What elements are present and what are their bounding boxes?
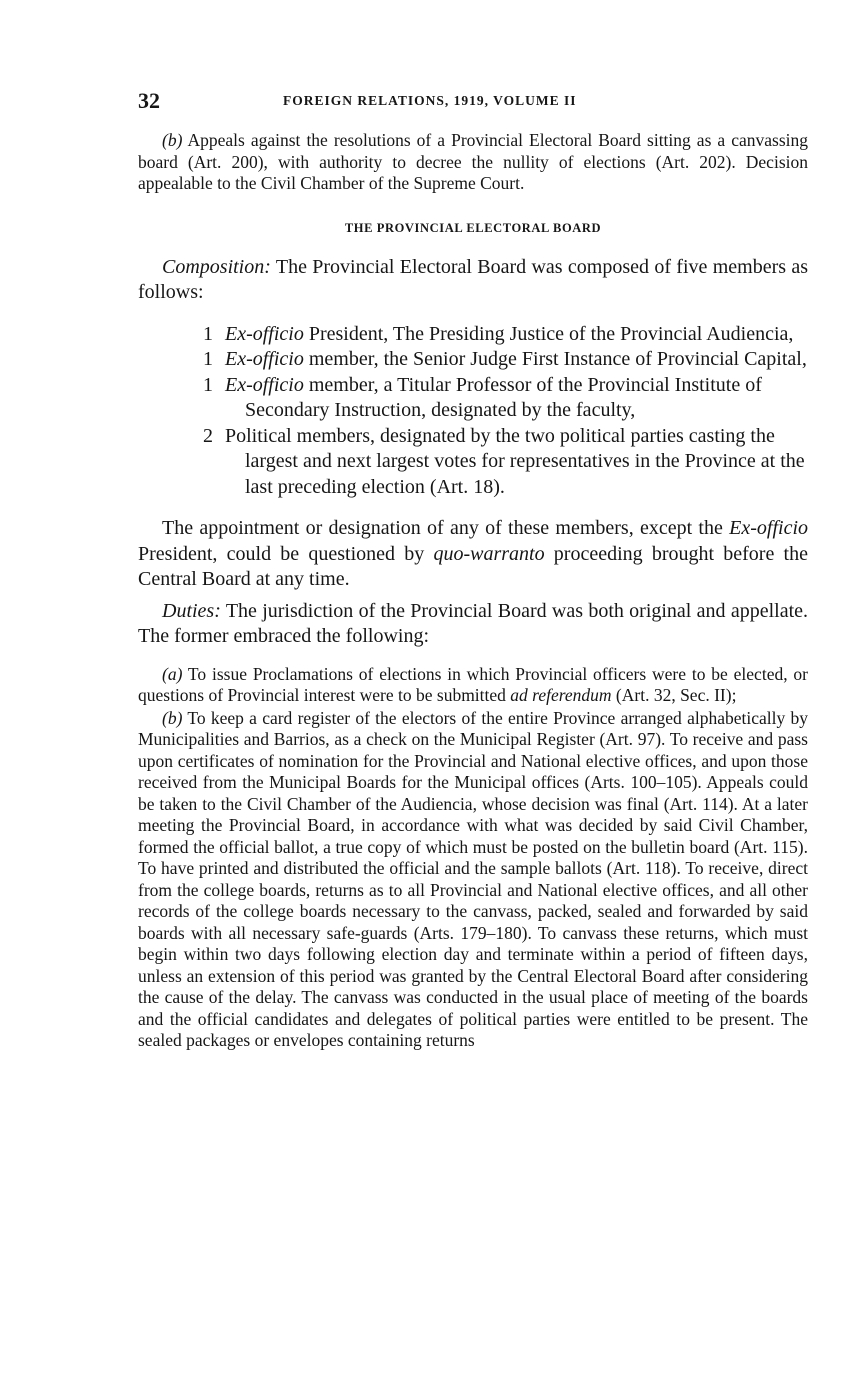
member-list — [138, 322, 808, 501]
member-item — [138, 373, 808, 424]
paragraph-duties — [138, 599, 808, 650]
text-run: (Art. 32, Sec. II); — [611, 685, 737, 705]
paragraph-text: The jurisdiction of the Provincial Board was both original and appellate. The former embraced the following: — [138, 599, 808, 647]
text-run: proceeding brought before the Central Board at any time. — [138, 542, 808, 590]
member-item — [138, 322, 808, 348]
text-run: To issue Proclamations of elections in which Provincial officers were to be elected, or questions of Provincial interest were to be submitted — [138, 663, 808, 705]
paragraph-text: To keep a card register of the electors of the entire Province arranged alphabetically by Municipalities and Barrios, as a check on the Municipal Register (Art. 97). To receive and pass upon certificates of nomination for the Provincial and National elective offices, and upon those received from the Municipal Boards for the Municipal offices (Arts. 100–105). Appeals could be taken to the Civil Chamber of the Audiencia, whose decision was final (Art. 114). At a later meeting the Provincial Board, in accordance with what was decided by said Civil Chamber, formed the official ballot, a true copy of which must be posted on the bulletin board (Art. 115). To have printed and distributed the official and the sample ballots (Art. 118). To receive, direct from the college boards, returns as to all Provincial and National elective offices, and all other records of the college boards necessary to the canvass, packed, sealed and forwarded by said boards with all necessary safe-guards (Arts. 179–180). To canvass these returns, which must begin within two days following election day and terminate within a period of fifteen days, unless an extension of this period was granted by the Central Electoral Board after considering the cause of the delay. The canvass was conducted in the usual place of meeting of the boards and the official candidates and delegates of political parties were entitled to be present. The sealed packages or envelopes containing returns — [138, 707, 808, 1050]
text-run: The appointment or designation of any of these members, except the — [162, 517, 730, 539]
italic-run: Ex-officio — [729, 517, 808, 539]
paragraph-card-register — [138, 708, 808, 1052]
member-count: 2 — [203, 424, 213, 447]
member-item — [138, 424, 808, 501]
item-label-a: (a) — [162, 663, 183, 684]
italic-run: ad referendum — [510, 685, 612, 705]
page-number: 32 — [138, 88, 160, 113]
member-text: President, The Presiding Justice of the Provincial Audiencia, — [303, 322, 794, 345]
page-body — [138, 130, 808, 1052]
paragraph-appeals — [138, 130, 808, 195]
member-text: member, the Senior Judge First Instance of Provincial Capital, — [303, 348, 807, 370]
paragraph-appointment — [138, 516, 808, 593]
member-role: Ex-officio — [225, 322, 304, 345]
member-role: Ex-officio — [225, 348, 304, 370]
duties-label: Duties: — [162, 599, 221, 622]
paragraph-text: Appeals against the resolutions of a Provincial Electoral Board sitting as a canvassing board (Art. 200), with authority to decree the nullity of elections (Art. 202). Decision appealable to the Civil Chamber of the Supreme Court. — [138, 130, 808, 193]
member-count: 1 — [203, 348, 213, 370]
item-label-b: (b) — [162, 130, 183, 150]
member-text: member, a Titular Professor of the Provincial Institute of Secondary Instruction, designated by the faculty, — [245, 373, 762, 421]
item-label-b: (b) — [162, 707, 183, 728]
member-role: Ex-officio — [225, 373, 304, 396]
page-header — [138, 88, 808, 114]
running-head: FOREIGN RELATIONS, 1919, VOLUME II — [283, 93, 577, 108]
paragraph-composition — [138, 255, 808, 306]
member-count: 1 — [203, 373, 213, 396]
paragraph-proclamations — [138, 664, 808, 707]
text-run: President, could be questioned by — [138, 542, 434, 565]
italic-run: quo-warranto — [433, 542, 545, 565]
section-title: THE PROVINCIAL ELECTORAL BOARD — [344, 220, 602, 235]
member-item — [138, 347, 808, 373]
composition-label: Composition: — [162, 255, 271, 278]
paragraph-text: The Provincial Electoral Board was composed of five members as follows: — [138, 255, 808, 303]
member-text: Political members, designated by the two political parties casting the largest and next largest votes for representatives in the Province at the last preceding election (Art. 18). — [225, 424, 805, 498]
member-count: 1 — [203, 322, 213, 345]
